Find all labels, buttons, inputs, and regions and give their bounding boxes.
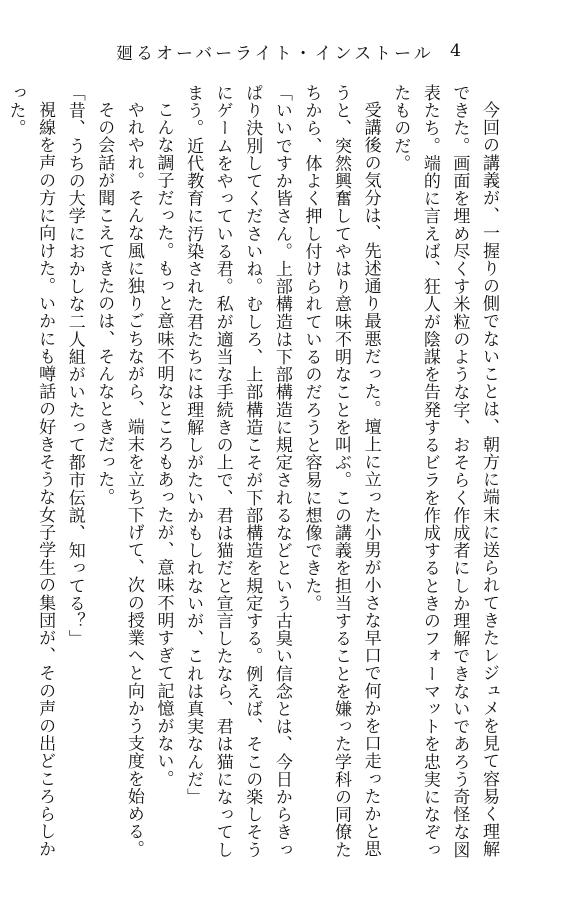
running-header (116, 38, 461, 64)
paragraph-1: 今回の講義が、一握りの側でないことは、朝方に端末に送られてきたレジュメを見て容易く理解できた。画面を埋め尽くす米粒のような字、おそらく作成者にしか理解できないであろう奇怪な図表たち。端的に言えば、狂人が陰謀を告発するビラを作成するときのフォーマットを忠実になぞったものだ。 (390, 84, 499, 859)
body-text (5, 84, 503, 864)
paragraph-6: 視線を声の方に向けた。いかにも噂話の好きそうな女子学生の集団が、その声の出どころらしかった。 (5, 84, 56, 858)
paragraph-5: その会話が聞こえてきたのは、そんなときだった。 (94, 101, 115, 506)
book-title: 廻るオーバーライト・インストール (116, 43, 434, 64)
dialogue-paragraph-1: 「いいですか皆さん。上部構造は下部構造に規定されるなどという古臭い信念とは、今日からきっぱり決別してくださいね。むしろ、上部構造こそが下部構造を規定する。例えば、そこの楽しそうにゲームをやっている君。私が適当な手続きの上で、君は猫だと宣言したなら、君は猫になってしまう。近代教育に汚染された君たちには理解しがたいかもしれないが、これは真実なんだ」 (183, 84, 292, 859)
paragraph-2: 受講後の気分は、先述通り最悪だった。壇上に立った小男が小さな早口で何かを口走ったかと思うと、突然興奮してやはり意味不明なことを叫ぶ。この講義を担当することを嫌った学科の同僚たちから、体よく押し付けられているのだろうと容易に想像できた。 (301, 84, 381, 859)
paragraph-4: やれやれ。そんな風に独りごちながら、端末を立ち下げて、次の授業へと向かう支度を始める。 (123, 101, 144, 858)
page-number: 4 (450, 41, 461, 61)
paragraph-3: こんな調子だった。もっと意味不明なところもあったが、意味不明すぎて記憶がない。 (153, 101, 174, 788)
dialogue-paragraph-2: 「昔、うちの大学におかしな二人組がいたって都市伝説、知ってる？」 (64, 84, 85, 648)
